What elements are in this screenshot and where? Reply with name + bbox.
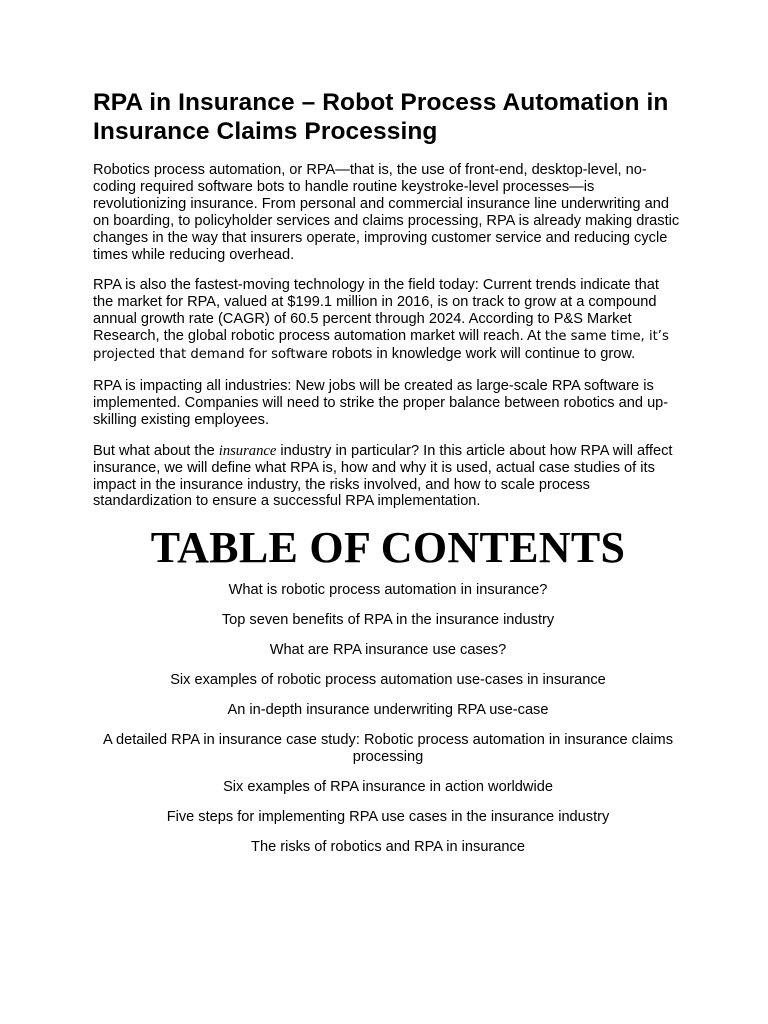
- paragraph-market-growth-end: robots in knowledge work will continue to grow.: [327, 346, 636, 363]
- paragraph-market-growth-alt-font-text: the same time, it’s projected that demand for software: [93, 329, 669, 363]
- toc-item: What is robotic process automation in insurance?: [228, 582, 548, 599]
- paragraph-insurance-focus-end: industry in particular? In this article about how RPA will affect insurance, we will define what RPA is, how and why it is used, actual case studies of its impact in the insurance industry, the risks involved, and how to scale process standardization to ensure a successful RPA implementation.: [93, 442, 673, 510]
- paragraph-insurance-focus: [93, 443, 683, 511]
- table-of-contents-heading: TABLE OF CONTENTS: [150, 523, 626, 573]
- table-of-contents-list: [93, 582, 683, 856]
- toc-item: A detailed RPA in insurance case study: Robotic process automation in insurance claims processing: [103, 732, 673, 766]
- toc-item: Five steps for implementing RPA use cases in the insurance industry: [166, 809, 610, 826]
- toc-item: What are RPA insurance use cases?: [269, 642, 507, 659]
- paragraph-industry-impact: RPA is impacting all industries: New jobs will be created as large-scale RPA software is implemented. Companies will need to strike the proper balance between robotics and up-skilling existing employees.: [93, 377, 669, 428]
- toc-item: Six examples of RPA insurance in action worldwide: [223, 779, 553, 796]
- paragraph-market-growth: [93, 277, 683, 364]
- document-page: [93, 88, 683, 869]
- paragraph-intro: Robotics process automation, or RPA—that is, the use of front-end, desktop-level, no-coding required software bots to handle routine keystroke-level processes—is revolutionizing insurance. From personal and commercial insurance line underwriting and on boarding, to policyholder services and claims processing, RPA is already making drastic changes in the way that insurers operate, improving customer service and reducing cycle times while reducing overhead.: [93, 162, 680, 263]
- toc-item: The risks of robotics and RPA in insurance: [251, 839, 525, 856]
- insurance-emphasis: insurance: [218, 442, 277, 459]
- article-title: RPA in Insurance – Robot Process Automation in Insurance Claims Processing: [93, 89, 669, 145]
- paragraph-insurance-focus-start: But what about the: [93, 442, 219, 459]
- paragraph-market-growth-text: RPA is also the fastest-moving technology in the field today: Current trends indicate that the market for RPA, valued at $199.1 million in 2016, is on track to grow at a compound annual growth rate (CAGR) of 60.5 percent through 2024. According to P&S Market Research, the global robotic process automation market will reach. At: [93, 277, 659, 345]
- toc-item: Six examples of robotic process automation use-cases in insurance: [170, 672, 606, 689]
- toc-item: Top seven benefits of RPA in the insurance industry: [221, 612, 555, 629]
- toc-item: An in-depth insurance underwriting RPA use-case: [227, 702, 549, 719]
